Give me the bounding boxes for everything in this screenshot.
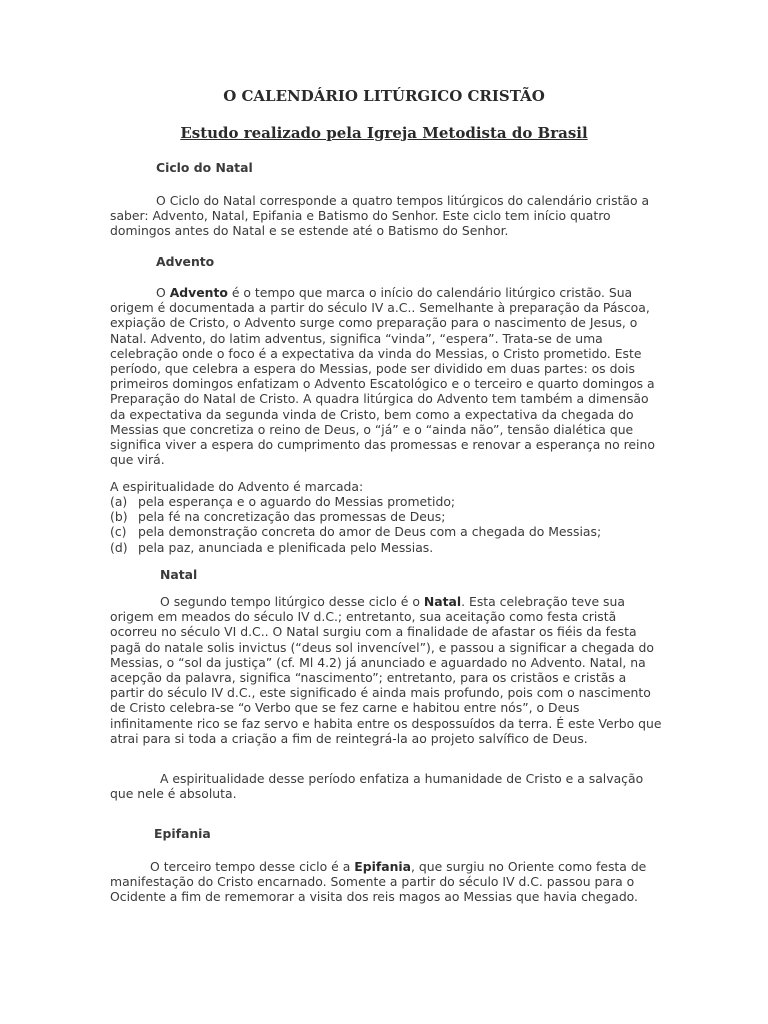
- list-item: [110, 524, 670, 539]
- paragraph-natal: [110, 594, 662, 746]
- paragraph-epifania: [110, 859, 662, 905]
- list-item-text: pela fé na concretização das promessas de Deus;: [138, 509, 446, 525]
- heading-epifania: Epifania: [154, 826, 211, 841]
- paragraph-natal-pre: O segundo tempo litúrgico desse ciclo é o: [160, 594, 424, 609]
- bold-advento: Advento: [169, 285, 228, 300]
- heading-natal: Natal: [160, 567, 198, 582]
- paragraph-epifania-post: , que surgiu no Oriente como festa de manifestação do Cristo encarnado. Somente a partir do século IV d.C. passou para o Ocidente a fim de rememorar a visita dos reis magos ao Messias que havia chegado.: [110, 859, 647, 905]
- bold-natal: Natal: [423, 594, 462, 609]
- heading-advento: Advento: [156, 254, 215, 269]
- paragraph-advento-pre: O: [156, 285, 170, 300]
- list-item-text: pela paz, anunciada e plenificada pelo Messias.: [138, 539, 434, 555]
- paragraph-advento-post: é o tempo que marca o início do calendário litúrgico cristão. Sua origem é documentada a partir do século IV a.C.. Semelhante à preparação da Páscoa, expiação de Cristo, o Advento surge como preparação para o nascimento de Jesus, o Natal. Advento, do latim adventus, significa “vinda”, “espera”. Trata-se de uma celebração onde o foco é a expectativa da vinda do Messias, o Cristo prometido. Este período, que celebra a espera do Messias, pode ser dividido em duas partes: os dois primeiros domingos enfatizam o Advento Escatológico e o terceiro e quarto domingos a Preparação do Natal de Cristo. A quadra litúrgica do Advento tem também a dimensão da expectativa da segunda vinda de Cristo, bem como a expectativa da chegada do Messias que concretiza o reino de Deus, o “já” e o “ainda não”, tensão dialética que significa viver a espera do cumprimento das promessas e renovar a esperança no reino que virá.: [110, 285, 655, 468]
- bold-epifania: Epifania: [354, 859, 411, 874]
- paragraph-natal-post: . Esta celebração teve sua origem em meados do século IV d.C.; entretanto, sua aceitação como festa cristã ocorreu no século VI d.C.. O Natal surgiu com a finalidade de afastar os fiéis da festa pagã do natale solis invictus (“deus sol invencível”), e passou a significar a chegada do Messias, o “sol da justiça” (cf. Ml 4.2) já anunciado e aguardado no Advento. Natal, na acepção da palavra, significa “nascimento”; entretanto, para os cristãos e cristãs a partir do século IV d.C., este significado é ainda mais profundo, pois com o nascimento de Cristo celebra-se “o Verbo que se fez carne e habitou entre nós”, o Deus infinitamente rico se faz servo e habita entre os despossuídos da terra. É este Verbo que atrai para si toda a criação a fim de reintegrá-la ao projeto salvífico de Deus.: [110, 594, 662, 746]
- list-marker: (c): [110, 524, 127, 540]
- list-marker: (d): [110, 539, 128, 555]
- list-marker: (a): [110, 494, 128, 509]
- heading-ciclo-natal: Ciclo do Natal: [156, 160, 253, 175]
- paragraph-epifania-pre: O terceiro tempo desse ciclo é a: [150, 859, 355, 874]
- paragraph-ciclo-natal: O Ciclo do Natal corresponde a quatro tempos litúrgicos do calendário cristão a saber: Advento, Natal, Epifania e Batismo do Senhor. Este ciclo tem início quatro domingos antes do Natal e se estende até o Batismo do Senhor.: [110, 193, 650, 239]
- document-title: O CALENDÁRIO LITÚRGICO CRISTÃO: [223, 87, 545, 105]
- paragraph-natal-2: A espiritualidade desse período enfatiza a humanidade de Cristo e a salvação que nele é absoluta.: [110, 771, 644, 802]
- list-item: [110, 540, 670, 555]
- list-item: [110, 509, 670, 524]
- paragraph-advento: [110, 285, 662, 467]
- document-subtitle: Estudo realizado pela Igreja Metodista do Brasil: [180, 124, 588, 142]
- list-intro-advento: A espiritualidade do Advento é marcada:: [110, 479, 364, 494]
- list-advento: [110, 494, 670, 555]
- list-marker: (b): [110, 509, 128, 525]
- list-item: [110, 494, 670, 509]
- list-item-text: pela demonstração concreta do amor de Deus com a chegada do Messias;: [138, 524, 602, 540]
- list-item-text: pela esperança e o aguardo do Messias prometido;: [138, 494, 456, 509]
